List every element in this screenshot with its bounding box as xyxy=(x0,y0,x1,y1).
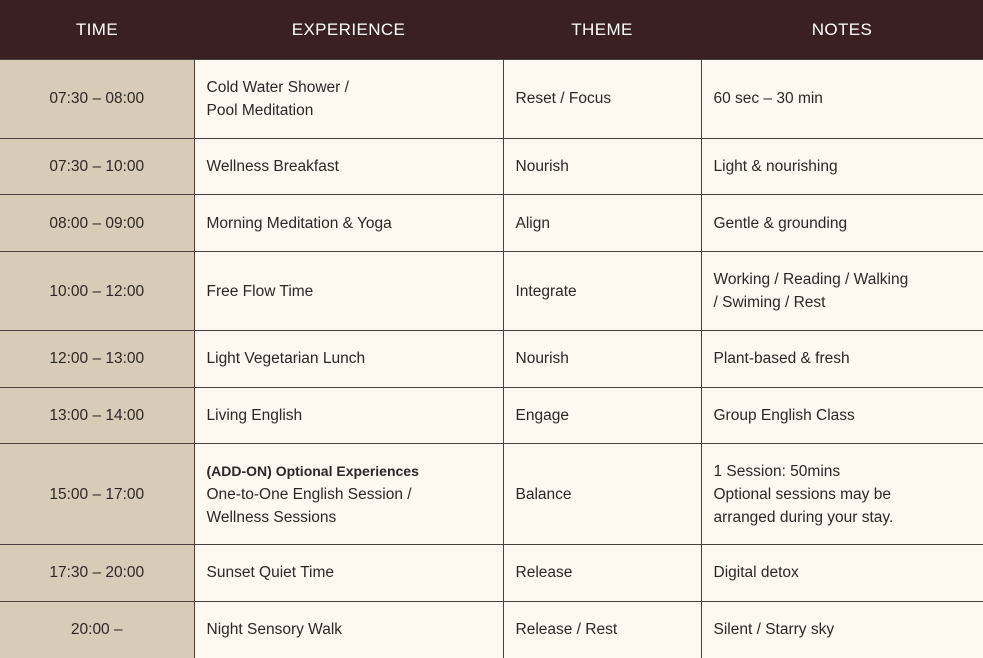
table-row xyxy=(0,252,983,331)
table-row xyxy=(0,387,983,444)
table-row xyxy=(0,138,983,195)
notes-cell xyxy=(701,195,983,252)
theme-cell: Release xyxy=(503,544,701,601)
note-line: Working / Reading / Walking xyxy=(713,271,909,288)
theme-cell: Nourish xyxy=(503,138,701,195)
table-row xyxy=(0,195,983,252)
notes-cell xyxy=(701,60,983,139)
table-row xyxy=(0,444,983,544)
note-line: Digital detox xyxy=(713,564,799,582)
schedule-header xyxy=(0,0,983,60)
time-cell: 15:00 – 17:00 xyxy=(0,444,194,544)
theme-cell: Reset / Focus xyxy=(503,60,701,139)
table-row xyxy=(0,330,983,387)
header-experience: EXPERIENCE xyxy=(194,0,503,60)
experience-line: One-to-One English Session / xyxy=(206,485,412,503)
notes-cell xyxy=(701,330,983,387)
experience-cell xyxy=(194,544,503,601)
note-line: Light & nourishing xyxy=(713,157,838,175)
table-row xyxy=(0,60,983,139)
time-cell: 20:00 – xyxy=(0,601,194,658)
experience-cell xyxy=(194,60,503,139)
theme-cell: Balance xyxy=(503,444,701,544)
header-notes: NOTES xyxy=(701,0,983,60)
note-line: Optional sessions may be xyxy=(713,485,891,503)
theme-cell: Release / Rest xyxy=(503,601,701,658)
note-line: 1 Session: 50mins xyxy=(713,462,841,480)
header-theme: THEME xyxy=(503,0,701,60)
notes-cell xyxy=(701,444,983,544)
notes-cell xyxy=(701,138,983,195)
note-line: arranged during your stay. xyxy=(713,508,894,526)
theme-cell: Integrate xyxy=(503,252,701,331)
experience-line: Wellness Breakfast xyxy=(206,157,339,175)
experience-line: Living English xyxy=(206,407,303,425)
experience-line: Light Vegetarian Lunch xyxy=(206,350,366,368)
experience-cell xyxy=(194,252,503,331)
notes-cell xyxy=(701,252,983,331)
experience-cell xyxy=(194,195,503,252)
time-cell: 07:30 – 10:00 xyxy=(0,138,194,195)
time-cell: 17:30 – 20:00 xyxy=(0,544,194,601)
experience-cell xyxy=(194,138,503,195)
notes-cell xyxy=(701,544,983,601)
experience-line: Sunset Quiet Time xyxy=(206,564,335,582)
theme-cell: Align xyxy=(503,195,701,252)
note-line: 60 sec – 30 min xyxy=(713,90,823,108)
note-line: / Swiming / Rest xyxy=(713,294,826,311)
note-line: Gentle & grounding xyxy=(713,214,848,232)
experience-cell xyxy=(194,601,503,658)
note-line: Group English Class xyxy=(713,407,855,425)
experience-heading: (ADD-ON) Optional Experiences xyxy=(206,462,419,479)
experience-line: Pool Meditation xyxy=(206,101,314,119)
time-cell: 10:00 – 12:00 xyxy=(0,252,194,331)
time-cell: 12:00 – 13:00 xyxy=(0,330,194,387)
experience-line: Night Sensory Walk xyxy=(206,621,343,639)
notes-cell xyxy=(701,387,983,444)
experience-cell xyxy=(194,444,503,544)
experience-line: Free Flow Time xyxy=(206,282,314,300)
schedule-body xyxy=(0,60,983,658)
experience-line: Morning Meditation & Yoga xyxy=(206,214,392,232)
time-cell: 08:00 – 09:00 xyxy=(0,195,194,252)
experience-line: Cold Water Shower / xyxy=(206,78,349,96)
experience-line: Wellness Sessions xyxy=(206,508,337,526)
experience-cell xyxy=(194,330,503,387)
table-row xyxy=(0,601,983,658)
notes-cell xyxy=(701,601,983,658)
time-cell: 13:00 – 14:00 xyxy=(0,387,194,444)
experience-cell xyxy=(194,387,503,444)
header-row xyxy=(0,0,983,60)
note-line: Plant-based & fresh xyxy=(713,350,850,368)
time-cell: 07:30 – 08:00 xyxy=(0,60,194,139)
table-row xyxy=(0,544,983,601)
note-line: Silent / Starry sky xyxy=(713,621,835,639)
theme-cell: Engage xyxy=(503,387,701,444)
theme-cell: Nourish xyxy=(503,330,701,387)
header-time: TIME xyxy=(0,0,194,60)
